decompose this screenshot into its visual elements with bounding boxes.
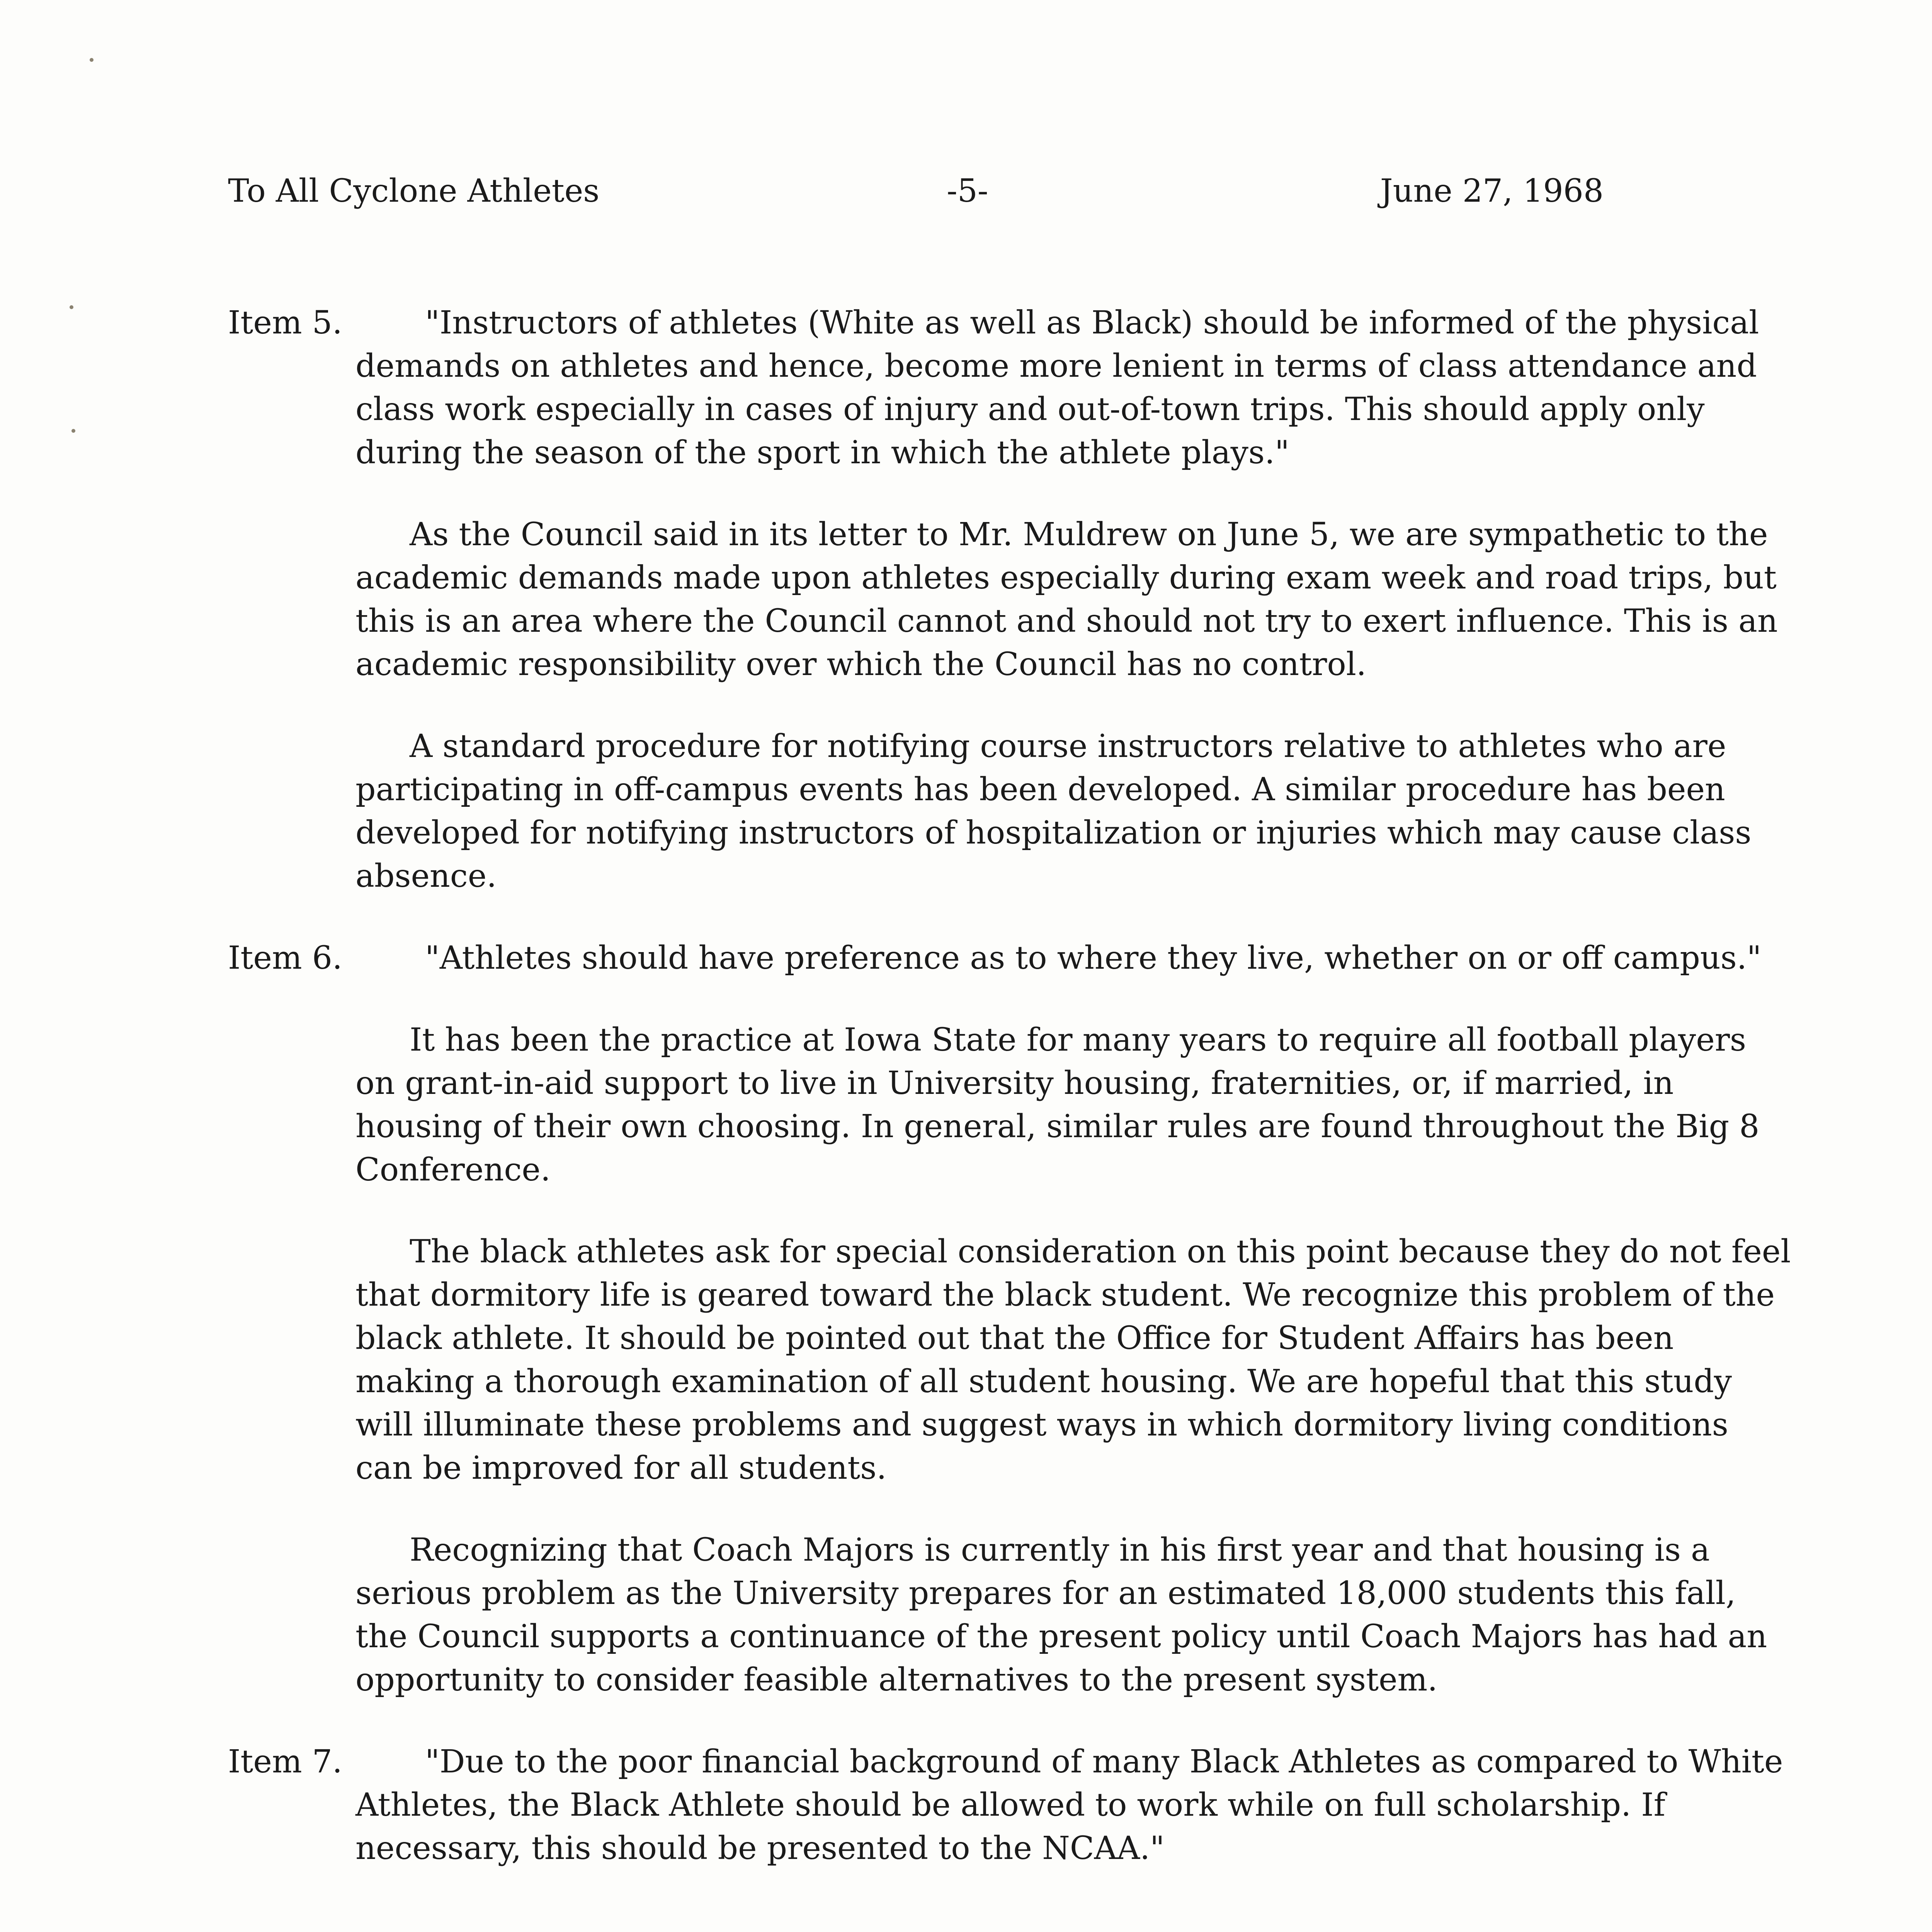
header-recipient: To All Cyclone Athletes [228, 173, 600, 209]
item-label: Item 5. [228, 304, 342, 341]
item-quote: "Instructors of athletes (White as well as Black) should be informed of the physical demands on athletes and hence, become more lenient in terms of class attendance and class work especially in cases of injury and out-of-town trips. This should apply only during the season of the sport in which the athlete plays." [355, 304, 1759, 471]
response-paragraph: It has been the practice at Iowa State for many years to require all football players on grant-in-aid support to live in University housing, fraternities, or, if married, in housing of their own choosing. In general, similar rules are found throughout the Big 8 Conference. [355, 1022, 1760, 1188]
letter-body [228, 301, 1793, 1909]
header-date: June 27, 1968 [1380, 173, 1604, 209]
item-label: Item 7. [228, 1743, 342, 1780]
item-label: Item 6. [228, 940, 342, 976]
item-quote: "Due to the poor financial background of many Black Athletes as compared to White Athletes, the Black Athlete should be allowed to work while on full scholarship. If necessary, this should be presented to the NCAA." [355, 1743, 1783, 1867]
response-paragraph: The black athletes ask for special consideration on this point because they do not feel that dormitory life is geared toward the black student. We recognize this problem of the black athlete. It should be pointed out that the Office for Student Affairs has been making a thorough examination of all student housing. We are hopeful that this study will illuminate these problems and suggest ways in which dormitory living conditions can be improved for all students. [355, 1233, 1791, 1486]
item-7 [228, 1740, 1793, 1870]
response-paragraph: A standard procedure for notifying course instructors relative to athletes who are participating in off-campus events has been developed. A similar procedure has been developed for notifying instructors of hospitalization or injuries which may cause class absence. [355, 728, 1752, 895]
header-page-number: -5- [947, 173, 988, 209]
letter-header [228, 170, 1604, 213]
paper-speck [71, 429, 75, 433]
item-5 [228, 301, 1793, 898]
response-paragraph: As the Council said in its letter to Mr. Muldrew on June 5, we are sympathetic to the academic demands made upon athletes especially during exam week and road trips, but this is an area where the Council cannot and should not try to exert influence. This is an academic responsibility over which the Council has no control. [355, 516, 1778, 683]
item-6 [228, 937, 1793, 1702]
paper-speck [70, 305, 73, 309]
item-quote: "Athletes should have preference as to where they live, whether on or off campus." [425, 940, 1762, 976]
paper-speck [90, 58, 94, 62]
response-paragraph: Recognizing that Coach Majors is currently in his first year and that housing is a serious problem as the University prepares for an estimated 18,000 students this fall, the Council supports a continuance of the present policy until Coach Majors has had an opportunity to consider feasible alternatives to the present system. [355, 1532, 1767, 1698]
